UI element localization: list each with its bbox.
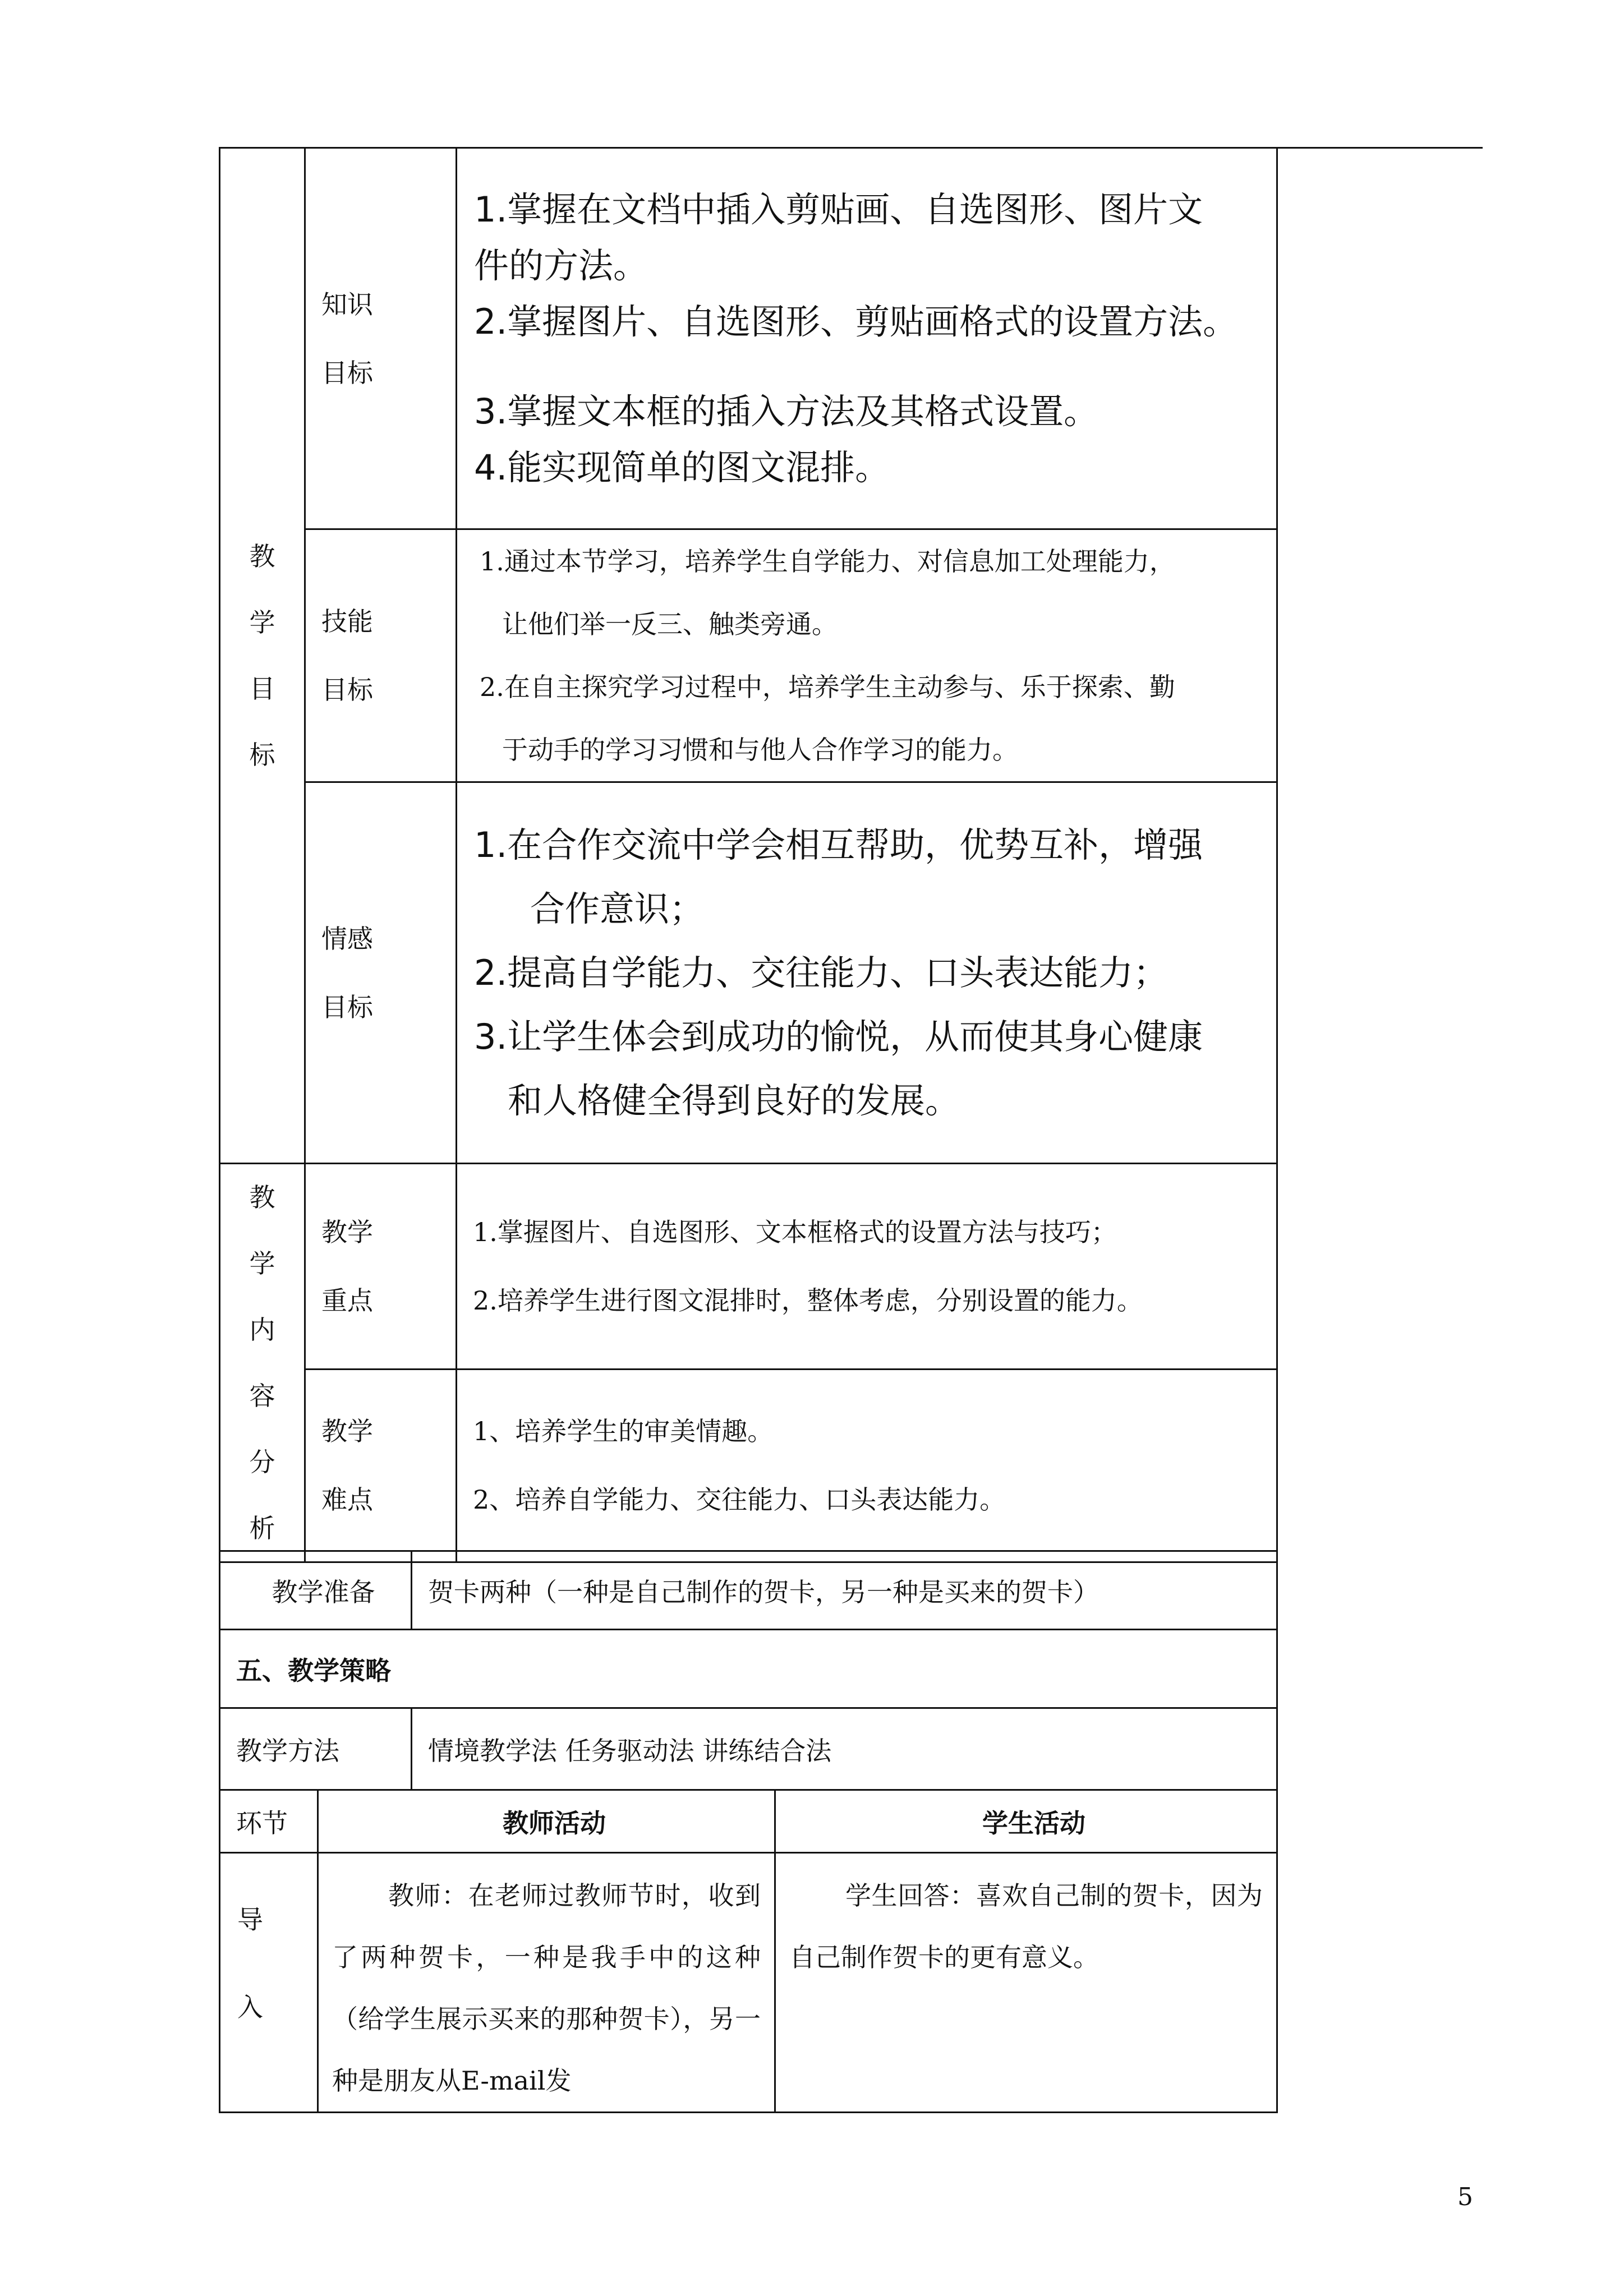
content-cell-difficulties: 1、培养学生的审美情趣。 2、培养自学能力、交往能力、口头表达能力。: [457, 1369, 1277, 1562]
table-row: [220, 1790, 1277, 1853]
page-number: 5: [1457, 2183, 1473, 2211]
strategy-heading: 五、教学策略: [220, 1630, 1277, 1708]
preparation-table: [219, 1550, 1278, 1630]
label-cell-skill: 技能 目标: [305, 529, 457, 782]
category-label: 教学目标: [249, 541, 275, 770]
category-cell-content-analysis: [220, 1164, 305, 1562]
table-row: [220, 1551, 1277, 1630]
table-row: [220, 1369, 1277, 1562]
objectives-table: [219, 147, 1278, 1563]
table-row: [220, 1164, 1277, 1370]
method-value: 情境教学法 任务驱动法 讲练结合法: [412, 1708, 1277, 1790]
category-cell-objectives: [220, 148, 305, 1164]
header-stage: 环节: [220, 1790, 318, 1853]
process-table: [219, 1789, 1278, 2113]
preparation-label: 教学准备: [220, 1551, 412, 1630]
label-cell-emotion: 情感 目标: [305, 782, 457, 1164]
strategy-table: [219, 1629, 1278, 1791]
content-cell-key-points: 1.掌握图片、自选图形、文本框格式的设置方法与技巧； 2.培养学生进行图文混排时，整体考虑，分别设置的能力。: [457, 1164, 1277, 1370]
table-row: [220, 782, 1277, 1164]
category-label: 教学内容分析: [249, 1182, 275, 1543]
label-cell-difficulties: 教学 难点: [305, 1369, 457, 1562]
method-label: 教学方法: [220, 1708, 412, 1790]
table-row: [220, 1708, 1277, 1790]
table-row: [220, 529, 1277, 782]
table-row: [220, 1853, 1277, 2113]
content-cell-emotion: 1.在合作交流中学会相互帮助，优势互补，增强 合作意识； 2.提高自学能力、交往能力、口头表达能力； 3.让学生体会到成功的愉悦，从而使其身心健康 和人格健全得到良好的发展。: [457, 782, 1277, 1164]
label-cell-knowledge: 知识 目标: [305, 148, 457, 529]
student-activity: 学生回答：喜欢自己制的贺卡，因为自己制作贺卡的更有意义。: [775, 1853, 1277, 2113]
stage-cell: 导 入: [220, 1853, 318, 2113]
content-cell-skill: 1.通过本节学习，培养学生自学能力、对信息加工处理能力， 让他们举一反三、触类旁通。 2.在自主探究学习过程中，培养学生主动参与、乐于探索、勤 于动手的学习习惯和与他人合作学习的能力。: [457, 529, 1277, 782]
header-student: 学生活动: [775, 1790, 1277, 1853]
header-teacher: 教师活动: [318, 1790, 775, 1853]
table-row: [220, 1630, 1277, 1708]
label-cell-key-points: 教学 重点: [305, 1164, 457, 1370]
preparation-value: 贺卡两种（一种是自己制作的贺卡，另一种是买来的贺卡）: [412, 1551, 1277, 1630]
table-row: [220, 148, 1277, 529]
teacher-activity: 教师：在老师过教师节时，收到了两种贺卡，一种是我手中的这种（给学生展示买来的那种贺卡），另一种是朋友从E-mail发: [318, 1853, 775, 2113]
content-cell-knowledge: 1.掌握在文档中插入剪贴画、自选图形、图片文 件的方法。 2.掌握图片、自选图形、剪贴画格式的设置方法。 3.掌握文本框的插入方法及其格式设置。 4.能实现简单的图文混排。: [457, 148, 1277, 529]
